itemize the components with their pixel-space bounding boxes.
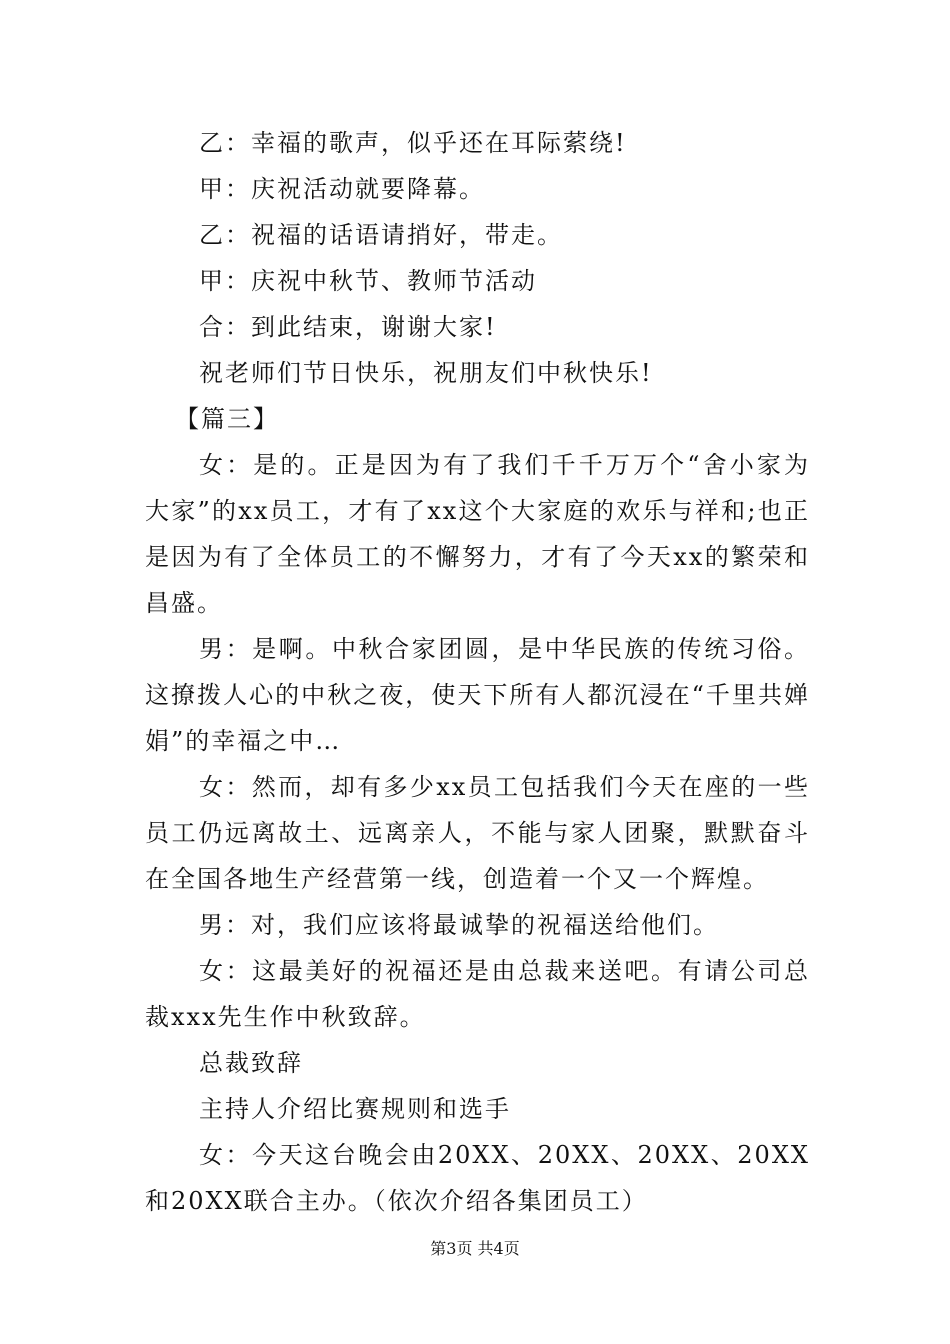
- closing-wish-line: 祝老师们节日快乐，祝朋友们中秋快乐!: [199, 359, 653, 387]
- section-heading: 【篇三】: [175, 405, 279, 433]
- dialogue-line: 乙：祝福的话语请捎好，带走。: [199, 221, 563, 249]
- main-dialogue-block: [145, 442, 810, 1224]
- top-dialogue-block: [145, 120, 810, 442]
- dialogue-line: 甲：庆祝中秋节、教师节活动: [199, 267, 537, 295]
- dialogue-line: 合：到此结束，谢谢大家!: [199, 313, 497, 341]
- dialogue-line: 甲：庆祝活动就要降幕。: [199, 175, 485, 203]
- paragraph: 总裁致辞: [199, 1049, 303, 1077]
- dialogue-line: 乙：幸福的歌声，似乎还在耳际萦绕!: [199, 129, 627, 157]
- paragraph: 男：对，我们应该将最诚挚的祝福送给他们。: [199, 911, 719, 939]
- paragraph: 女：然而，却有多少xx员工包括我们今天在座的一些员工仍远离故土、远离亲人，不能与家人团聚，默默奋斗在全国各地生产经营第一线，创造着一个又一个辉煌。: [145, 773, 810, 893]
- paragraph: 女：这最美好的祝福还是由总裁来送吧。有请公司总裁xxx先生作中秋致辞。: [145, 957, 810, 1031]
- paragraph: 主持人介绍比赛规则和选手: [199, 1095, 511, 1123]
- paragraph: 男：是啊。中秋合家团圆，是中华民族的传统习俗。这撩拨人心的中秋之夜，使天下所有人都沉浸在“千里共婵娟”的幸福之中…: [145, 635, 810, 755]
- page-number-footer: 第3页 共4页: [430, 1239, 520, 1258]
- paragraph: 女：今天这台晚会由20XX、20XX、20XX、20XX和20XX联合主办。（依次介绍各集团员工）: [145, 1141, 810, 1215]
- paragraph: 女：是的。正是因为有了我们千千万万个“舍小家为大家”的xx员工，才有了xx这个大家庭的欢乐与祥和;也正是因为有了全体员工的不懈努力，才有了今天xx的繁荣和昌盛。: [145, 451, 810, 617]
